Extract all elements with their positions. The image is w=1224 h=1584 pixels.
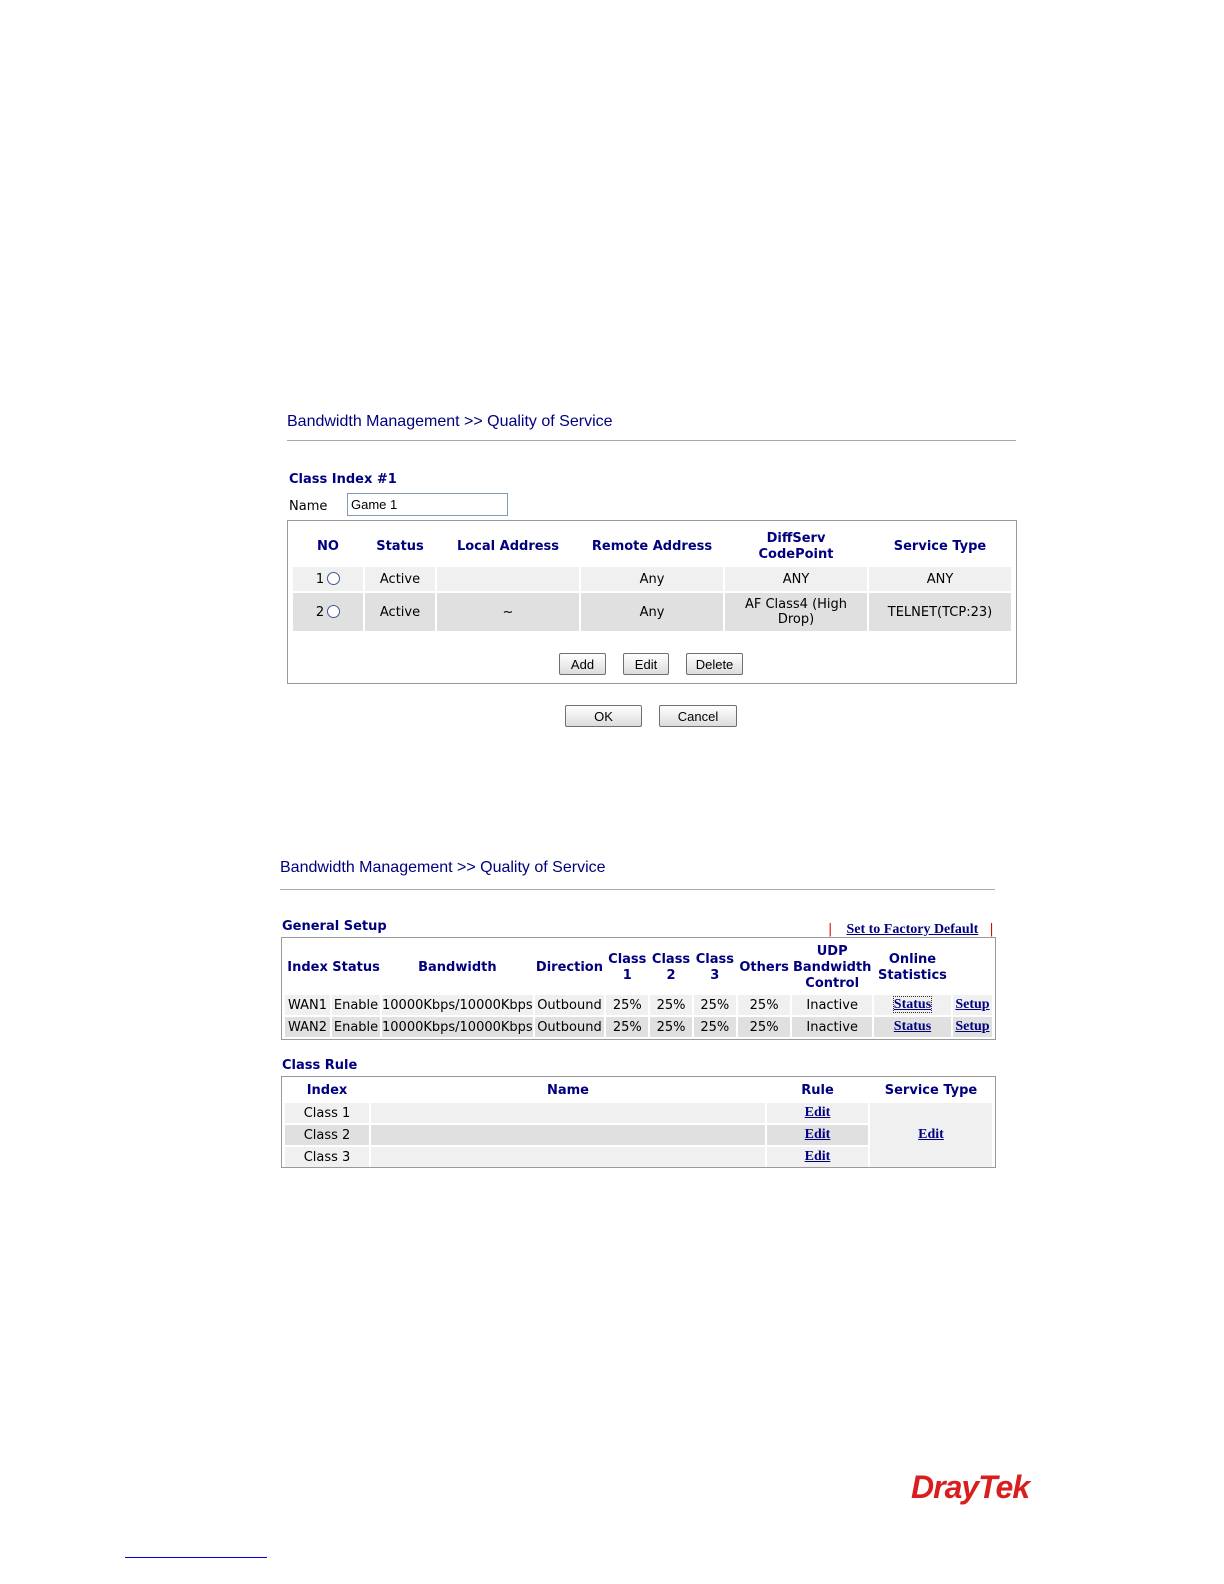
row-status: Active — [365, 567, 435, 591]
class-rule-table — [283, 1079, 994, 1169]
wan-index: WAN1 — [285, 995, 330, 1015]
cancel-button[interactable]: Cancel — [659, 705, 737, 727]
general-setup-box — [281, 937, 996, 1040]
general-setup-title: General Setup — [282, 919, 387, 934]
table-row — [293, 593, 1011, 631]
setup-link[interactable]: Setup — [955, 1019, 990, 1034]
col-name: Name — [546, 1083, 589, 1098]
row-remote-address: Any — [581, 593, 723, 631]
add-button[interactable]: Add — [559, 653, 606, 675]
factory-default-bar — [828, 918, 994, 938]
col-online-statistics: Online Statistics — [878, 952, 947, 983]
row-select-radio[interactable] — [327, 605, 340, 618]
class-rules-table — [291, 527, 1013, 633]
wan-class-1: 25% — [606, 995, 648, 1015]
row-no-cell: 1 — [293, 567, 363, 591]
title-divider — [287, 440, 1016, 441]
row-remote-address: Any — [581, 567, 723, 591]
row-local-address — [437, 567, 579, 591]
wan-bandwidth: 10000Kbps/10000Kbps — [382, 995, 533, 1015]
setup-link[interactable]: Setup — [955, 997, 990, 1012]
col-udp-bandwidth-control: UDP Bandwidth Control — [792, 944, 872, 991]
rule-edit-link[interactable]: Edit — [804, 1149, 831, 1164]
rule-edit-link[interactable]: Edit — [804, 1105, 831, 1120]
class-rule-title: Class Rule — [282, 1058, 358, 1073]
rule-cell — [767, 1125, 868, 1145]
wan-class-1: 25% — [606, 1017, 648, 1037]
wan-udp-control: Inactive — [792, 995, 872, 1015]
class-index: Class 3 — [285, 1147, 369, 1167]
wan-index: WAN2 — [285, 1017, 330, 1037]
col-remote-address: Remote Address — [591, 539, 713, 554]
online-status-link[interactable]: Status — [893, 997, 932, 1012]
col-index: Index — [287, 960, 328, 975]
set-factory-default-link[interactable]: Set to Factory Default — [846, 922, 979, 937]
rule-cell — [767, 1147, 868, 1167]
wan-bandwidth: 10000Kbps/10000Kbps — [382, 1017, 533, 1037]
setup-cell — [953, 1017, 992, 1037]
table-row — [293, 567, 1011, 591]
separator: | — [828, 922, 833, 937]
col-rule: Rule — [801, 1083, 834, 1098]
page-title-qos: Bandwidth Management >> Quality of Service — [280, 859, 606, 876]
name-label: Name — [289, 499, 328, 514]
wan-class-3: 25% — [694, 1017, 736, 1037]
wan-class-3: 25% — [694, 995, 736, 1015]
draytek-logo — [911, 1469, 1029, 1506]
col-class-1: Class 1 — [608, 952, 647, 983]
class-name — [371, 1147, 765, 1167]
general-setup-table — [283, 941, 994, 1039]
wan-udp-control: Inactive — [792, 1017, 872, 1037]
separator: | — [989, 922, 994, 937]
row-diffserv: ANY — [725, 567, 867, 591]
class-name — [371, 1125, 765, 1145]
row-select-radio[interactable] — [327, 572, 340, 585]
wan-class-2: 25% — [650, 995, 691, 1015]
draytek-logo-text: DrayTek — [911, 1469, 1030, 1505]
row-service-type: TELNET(TCP:23) — [869, 593, 1011, 631]
col-class-2: Class 2 — [651, 952, 691, 983]
wan-direction: Outbound — [535, 1017, 604, 1037]
class-rule-box — [281, 1076, 996, 1168]
row-diffserv: AF Class4 (High Drop) — [725, 593, 867, 631]
col-class-3: Class 3 — [695, 952, 734, 983]
table-row — [285, 1017, 992, 1037]
col-local-address: Local Address — [456, 539, 560, 554]
class-name — [371, 1103, 765, 1123]
class-index-title: Class Index #1 — [289, 472, 397, 487]
service-type-cell — [870, 1103, 992, 1167]
ok-button[interactable]: OK — [565, 705, 642, 727]
row-local-address: ~ — [437, 593, 579, 631]
table-row — [285, 995, 992, 1015]
service-type-edit-link[interactable]: Edit — [918, 1127, 944, 1142]
online-status-link[interactable]: Status — [893, 1019, 932, 1034]
wan-others: 25% — [738, 995, 790, 1015]
page-title-class-index: Bandwidth Management >> Quality of Service — [287, 413, 613, 430]
online-status-cell — [874, 995, 951, 1015]
footer-line — [125, 1557, 267, 1558]
name-input[interactable] — [347, 493, 508, 516]
col-setup — [953, 943, 992, 993]
col-service-type: Service Type — [884, 1083, 978, 1098]
class-index: Class 1 — [285, 1103, 369, 1123]
delete-button[interactable]: Delete — [686, 653, 743, 675]
row-no-cell: 2 — [293, 593, 363, 631]
class-index: Class 2 — [285, 1125, 369, 1145]
setup-cell — [953, 995, 992, 1015]
edit-button[interactable]: Edit — [623, 653, 669, 675]
col-index: Index — [306, 1083, 348, 1098]
col-status: Status — [332, 960, 380, 975]
row-status: Active — [365, 593, 435, 631]
col-no: NO — [317, 539, 339, 554]
rule-cell — [767, 1103, 868, 1123]
title-divider — [280, 889, 995, 890]
wan-class-2: 25% — [650, 1017, 691, 1037]
wan-status: Enable — [332, 1017, 380, 1037]
wan-others: 25% — [738, 1017, 790, 1037]
wan-status: Enable — [332, 995, 380, 1015]
col-service-type: Service Type — [893, 539, 987, 554]
online-status-cell — [874, 1017, 951, 1037]
col-bandwidth: Bandwidth — [418, 960, 497, 975]
col-others: Others — [739, 960, 789, 975]
row-service-type: ANY — [869, 567, 1011, 591]
col-diffserv: DiffServ CodePoint — [758, 531, 834, 562]
col-status: Status — [376, 539, 424, 554]
table-row — [285, 1103, 992, 1123]
rule-edit-link[interactable]: Edit — [804, 1127, 831, 1142]
wan-direction: Outbound — [535, 995, 604, 1015]
col-direction: Direction — [535, 960, 603, 975]
